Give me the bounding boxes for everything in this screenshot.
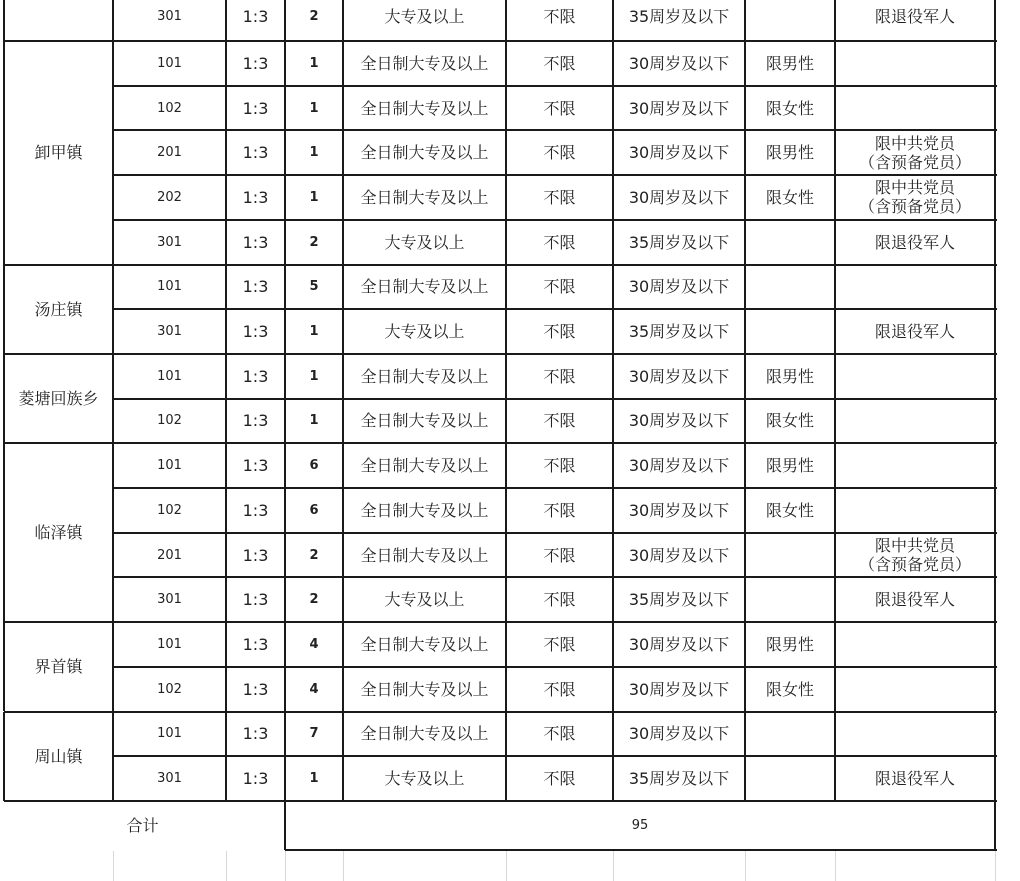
empty-grid-line: [745, 851, 746, 881]
ratio-cell: 1:3: [242, 366, 269, 386]
hire-count-cell: 1: [309, 189, 319, 205]
town-name-cell: 汤庄镇: [34, 299, 83, 319]
major-cell: 不限: [543, 187, 576, 207]
grid-line-v: [3, 0, 5, 41]
ratio-cell: 1:3: [242, 545, 269, 565]
gender-cell: [745, 712, 835, 757]
grid-line-v: [505, 712, 507, 801]
ratio-cell: 1:3: [242, 187, 269, 207]
other-requirement-cell: [835, 443, 995, 488]
ratio-cell: 1:3: [242, 456, 269, 476]
grid-line-v: [112, 265, 114, 354]
other-requirement-cell: [835, 265, 995, 310]
grid-line-v: [284, 41, 286, 265]
empty-grid-line: [835, 851, 836, 881]
grid-line-v: [834, 622, 836, 711]
grid-line-v: [112, 0, 114, 41]
grid-line-v: [225, 265, 227, 354]
hire-count-cell: 6: [309, 502, 319, 518]
age-cell: 35周岁及以下: [628, 7, 730, 26]
major-cell: 不限: [543, 366, 576, 386]
hire-count-cell: 6: [309, 458, 319, 474]
hire-count-cell: 2: [309, 234, 319, 250]
position-code-cell: 101: [157, 458, 182, 474]
position-code-cell: 101: [157, 368, 182, 384]
grid-line-v: [342, 443, 344, 622]
age-cell: 30周岁及以下: [628, 143, 730, 163]
ratio-cell: 1:3: [242, 143, 269, 163]
empty-grid-line: [226, 851, 227, 881]
major-cell: 不限: [543, 724, 576, 744]
empty-grid-line: [995, 851, 996, 881]
other-requirement-cell: [835, 712, 995, 757]
hire-count-cell: 7: [309, 726, 319, 742]
grid-line-v: [342, 0, 344, 41]
ratio-cell: 1:3: [242, 7, 269, 26]
other-requirement-cell: 限退役军人: [874, 322, 955, 342]
gender-cell: 限男性: [765, 143, 814, 163]
education-cell: 大专及以上: [384, 769, 465, 789]
age-cell: 30周岁及以下: [628, 411, 730, 431]
grid-line-v: [612, 0, 614, 41]
grid-line-v: [994, 265, 996, 354]
grid-line-v: [112, 354, 114, 443]
other-requirement-cell: 限退役军人: [874, 232, 955, 252]
age-cell: 30周岁及以下: [628, 545, 730, 565]
position-code-cell: 102: [157, 681, 182, 697]
grid-line-v: [994, 354, 996, 443]
empty-grid-line: [113, 851, 114, 881]
ratio-cell: 1:3: [242, 590, 269, 610]
education-cell: 全日制大专及以上: [360, 545, 489, 565]
grid-line-v: [994, 801, 996, 850]
major-cell: 不限: [543, 634, 576, 654]
major-cell: 不限: [543, 322, 576, 342]
age-cell: 30周岁及以下: [628, 187, 730, 207]
education-cell: 全日制大专及以上: [360, 411, 489, 431]
grid-line-v: [284, 0, 286, 41]
gender-cell: 限女性: [765, 98, 814, 118]
position-code-cell: 301: [157, 592, 182, 608]
major-cell: 不限: [543, 143, 576, 163]
position-code-cell: 201: [157, 145, 182, 161]
grid-line-v: [505, 265, 507, 354]
grid-line-h: [285, 849, 997, 851]
age-cell: 30周岁及以下: [628, 456, 730, 476]
grid-line-v: [284, 712, 286, 801]
position-code-cell: 101: [157, 726, 182, 742]
gender-cell: [745, 0, 835, 41]
grid-line-v: [744, 354, 746, 443]
gender-cell: 限男性: [765, 634, 814, 654]
position-code-cell: 102: [157, 502, 182, 518]
education-cell: 全日制大专及以上: [360, 277, 489, 297]
gender-cell: 限男性: [765, 366, 814, 386]
major-cell: 不限: [543, 53, 576, 73]
education-cell: 全日制大专及以上: [360, 53, 489, 73]
hire-count-cell: 1: [309, 368, 319, 384]
hire-count-cell: 2: [309, 592, 319, 608]
major-cell: 不限: [543, 679, 576, 699]
grid-line-v: [612, 41, 614, 265]
grid-line-v: [612, 265, 614, 354]
grid-line-v: [505, 41, 507, 265]
education-cell: 全日制大专及以上: [360, 98, 489, 118]
position-code-cell: 201: [157, 547, 182, 563]
grid-line-v: [744, 712, 746, 801]
gender-cell: [745, 220, 835, 265]
gender-cell: 限女性: [765, 187, 814, 207]
hire-count-cell: 5: [309, 279, 319, 295]
grid-line-v: [225, 443, 227, 622]
age-cell: 30周岁及以下: [628, 98, 730, 118]
total-value-cell: 95: [631, 817, 649, 833]
education-cell: 全日制大专及以上: [360, 366, 489, 386]
other-requirement-cell: [835, 86, 995, 131]
position-code-cell: 101: [157, 636, 182, 652]
education-cell: 全日制大专及以上: [360, 456, 489, 476]
grid-line-v: [994, 622, 996, 711]
major-cell: 不限: [543, 769, 576, 789]
gender-cell: [745, 533, 835, 578]
other-requirement-cell: [835, 622, 995, 667]
position-code-cell: 301: [157, 9, 182, 24]
gender-cell: [745, 577, 835, 622]
grid-line-v: [284, 622, 286, 711]
other-requirement-cell: [835, 354, 995, 399]
hire-count-cell: 2: [309, 547, 319, 563]
grid-line-v: [3, 265, 5, 354]
position-code-cell: 301: [157, 234, 182, 250]
grid-line-v: [342, 622, 344, 711]
other-requirement-cell: [835, 41, 995, 86]
education-cell: 大专及以上: [384, 7, 465, 26]
other-requirement-cell: 限中共党员 （含预备党员）: [858, 178, 971, 217]
grid-line-v: [612, 443, 614, 622]
major-cell: 不限: [543, 277, 576, 297]
age-cell: 30周岁及以下: [628, 634, 730, 654]
position-code-cell: 101: [157, 55, 182, 71]
ratio-cell: 1:3: [242, 232, 269, 252]
position-code-cell: 301: [157, 324, 182, 340]
ratio-cell: 1:3: [242, 277, 269, 297]
gender-cell: 限男性: [765, 456, 814, 476]
age-cell: 30周岁及以下: [628, 366, 730, 386]
major-cell: 不限: [543, 411, 576, 431]
other-requirement-cell: [835, 488, 995, 533]
grid-line-v: [505, 0, 507, 41]
education-cell: 全日制大专及以上: [360, 187, 489, 207]
grid-line-v: [834, 712, 836, 801]
gender-cell: 限女性: [765, 411, 814, 431]
grid-line-v: [284, 354, 286, 443]
grid-line-v: [994, 0, 996, 41]
grid-line-v: [3, 622, 5, 711]
grid-line-v: [3, 41, 5, 265]
grid-line-v: [994, 712, 996, 801]
grid-line-v: [3, 443, 5, 622]
grid-line-v: [342, 41, 344, 265]
hire-count-cell: 1: [309, 771, 319, 787]
town-name-cell: 卸甲镇: [34, 143, 83, 163]
education-cell: 全日制大专及以上: [360, 143, 489, 163]
grid-line-v: [505, 354, 507, 443]
other-requirement-cell: 限中共党员 （含预备党员）: [858, 536, 971, 575]
other-requirement-cell: 限中共党员 （含预备党员）: [858, 133, 971, 172]
major-cell: 不限: [543, 500, 576, 520]
major-cell: 不限: [543, 7, 576, 26]
age-cell: 35周岁及以下: [628, 232, 730, 252]
age-cell: 35周岁及以下: [628, 769, 730, 789]
ratio-cell: 1:3: [242, 634, 269, 654]
grid-line-v: [225, 41, 227, 265]
grid-line-v: [612, 622, 614, 711]
grid-line-v: [834, 265, 836, 354]
grid-line-v: [225, 0, 227, 41]
education-cell: 全日制大专及以上: [360, 500, 489, 520]
gender-cell: 限男性: [765, 53, 814, 73]
other-requirement-cell: 限退役军人: [874, 769, 955, 789]
ratio-cell: 1:3: [242, 500, 269, 520]
grid-line-v: [834, 41, 836, 265]
town-name-cell: 菱塘回族乡: [18, 389, 99, 409]
education-cell: 大专及以上: [384, 232, 465, 252]
grid-line-v: [342, 354, 344, 443]
ratio-cell: 1:3: [242, 98, 269, 118]
other-requirement-cell: 限退役军人: [874, 590, 955, 610]
age-cell: 30周岁及以下: [628, 53, 730, 73]
grid-line-v: [834, 0, 836, 41]
grid-line-v: [342, 712, 344, 801]
town-name-cell: 周山镇: [34, 746, 83, 766]
grid-line-v: [225, 354, 227, 443]
hire-count-cell: 1: [309, 413, 319, 429]
position-code-cell: 102: [157, 100, 182, 116]
age-cell: 30周岁及以下: [628, 679, 730, 699]
hire-count-cell: 1: [309, 100, 319, 116]
grid-line-v: [284, 265, 286, 354]
town-name-cell: 临泽镇: [34, 523, 83, 543]
grid-line-v: [744, 0, 746, 41]
major-cell: 不限: [543, 98, 576, 118]
other-requirement-cell: [835, 399, 995, 444]
grid-line-v: [744, 443, 746, 622]
education-cell: 大专及以上: [384, 322, 465, 342]
education-cell: 全日制大专及以上: [360, 724, 489, 744]
major-cell: 不限: [543, 545, 576, 565]
grid-line-v: [834, 443, 836, 622]
grid-line-v: [834, 354, 836, 443]
hire-count-cell: 1: [309, 324, 319, 340]
hire-count-cell: 4: [309, 636, 319, 652]
empty-grid-line: [506, 851, 507, 881]
grid-line-v: [744, 622, 746, 711]
ratio-cell: 1:3: [242, 53, 269, 73]
gender-cell: 限女性: [765, 679, 814, 699]
hire-count-cell: 2: [309, 9, 319, 24]
ratio-cell: 1:3: [242, 322, 269, 342]
education-cell: 全日制大专及以上: [360, 634, 489, 654]
town-name-cell: 界首镇: [34, 657, 83, 677]
grid-line-v: [3, 712, 5, 801]
grid-line-v: [284, 801, 286, 850]
major-cell: 不限: [543, 232, 576, 252]
position-code-cell: 301: [157, 771, 182, 787]
grid-line-v: [342, 265, 344, 354]
major-cell: 不限: [543, 590, 576, 610]
age-cell: 30周岁及以下: [628, 500, 730, 520]
age-cell: 30周岁及以下: [628, 277, 730, 297]
ratio-cell: 1:3: [242, 679, 269, 699]
empty-grid-line: [613, 851, 614, 881]
position-code-cell: 101: [157, 279, 182, 295]
empty-grid-line: [285, 851, 286, 881]
ratio-cell: 1:3: [242, 769, 269, 789]
position-code-cell: 102: [157, 413, 182, 429]
grid-line-v: [994, 41, 996, 265]
empty-grid-line: [343, 851, 344, 881]
ratio-cell: 1:3: [242, 411, 269, 431]
grid-line-v: [3, 354, 5, 443]
grid-line-v: [225, 622, 227, 711]
grid-line-v: [112, 712, 114, 801]
grid-line-v: [612, 354, 614, 443]
gender-cell: [745, 309, 835, 354]
grid-line-v: [112, 41, 114, 265]
age-cell: 35周岁及以下: [628, 322, 730, 342]
education-cell: 全日制大专及以上: [360, 679, 489, 699]
grid-line-v: [744, 265, 746, 354]
grid-line-v: [112, 622, 114, 711]
hire-count-cell: 1: [309, 55, 319, 71]
grid-line-v: [612, 712, 614, 801]
other-requirement-cell: 限退役军人: [874, 7, 955, 26]
total-label-cell: 合计: [126, 815, 159, 835]
hire-count-cell: 1: [309, 145, 319, 161]
age-cell: 35周岁及以下: [628, 590, 730, 610]
gender-cell: 限女性: [765, 500, 814, 520]
grid-line-v: [505, 443, 507, 622]
hire-count-cell: 4: [309, 681, 319, 697]
grid-line-v: [225, 712, 227, 801]
other-requirement-cell: [835, 667, 995, 712]
grid-line-v: [505, 622, 507, 711]
gender-cell: [745, 265, 835, 310]
major-cell: 不限: [543, 456, 576, 476]
ratio-cell: 1:3: [242, 724, 269, 744]
grid-line-v: [994, 443, 996, 622]
gender-cell: [745, 756, 835, 801]
grid-line-v: [284, 443, 286, 622]
grid-line-v: [744, 41, 746, 265]
grid-line-v: [112, 443, 114, 622]
position-code-cell: 202: [157, 189, 182, 205]
age-cell: 30周岁及以下: [628, 724, 730, 744]
education-cell: 大专及以上: [384, 590, 465, 610]
